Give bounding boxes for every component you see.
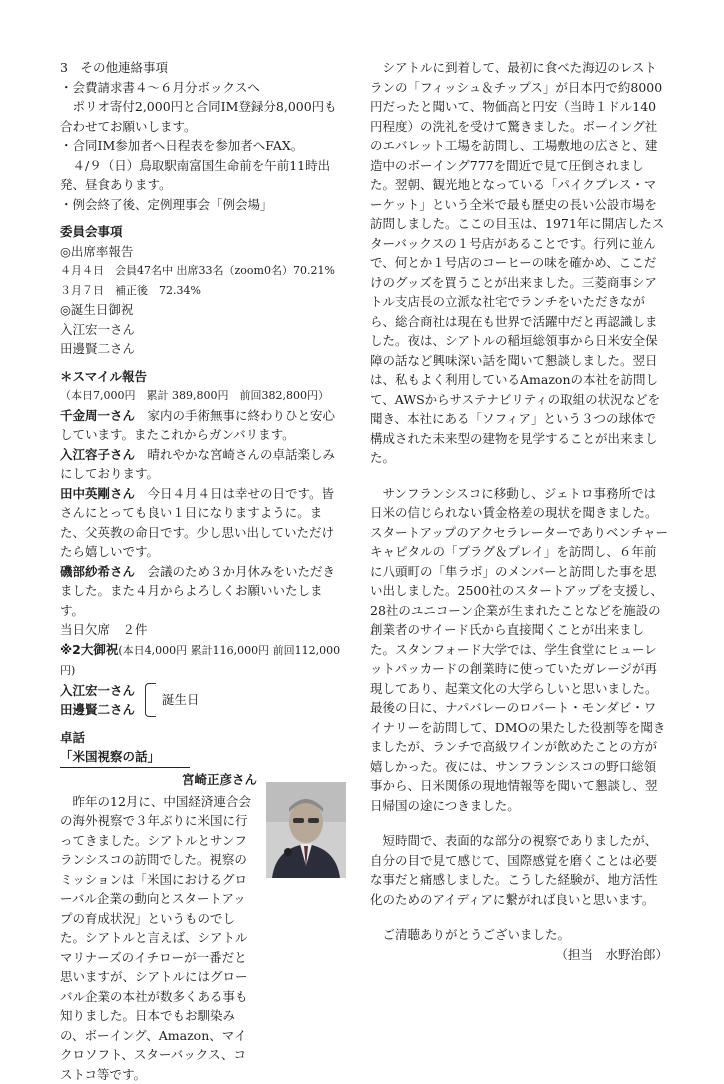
smile-entry-4 [60,562,346,621]
double-totals: (本日4,000円 累計116,000円 前回112,000円) [60,644,340,678]
smile-text-2: 晴れやかな宮崎さんの卓話楽しみにしております。 [60,447,335,482]
section3-item-3: ・合同IM参加者へ日程表を参加者へFAX。 [60,136,346,156]
talk-title: 「米国視察の話」 [60,747,190,768]
talk-body: 昨年の12月に、中国経済連合会の海外視察で３年ぶりに米国に行ってきました。シアトルとサンフランシスコの訪問でした。視察のミッションは「米国におけるグローバル企業の動向とスタートアップの育成状況」というものでした。シアトルと言えば、シアトルマリナーズのイチローが一番だと思いますが、シアトルにはグローバル企業の本社が数多くある事も知りました。日本でもお馴染みの、ボーイング、Amazon、マイクロソフト、スターバックス、コストコ等です。 [60,792,346,1084]
section3-item-4: ４/９（日）鳥取駅南富国生命前を午前11時出発、昼食あります。 [60,156,346,195]
talk-section: 卓話 [60,728,346,748]
smile-totals: （本日7,000円 累計 389,800円 前回382,800円） [60,386,346,406]
smile-entry-2 [60,445,346,484]
talk-body-lead [60,790,260,810]
left-column [60,58,346,1084]
section3-item-2: ポリオ寄付2,000円と合同IM登録分8,000円も合わせてお願いします。 [60,97,346,136]
right-paragraph-1: シアトルに到着して、最初に食べた海辺のレストランの「フィッシュ＆チップス」が日本円で約8000円だったと聞いて、物価高と円安（当時１ドル140円程度）の洗礼を受けて驚きました。ボーイング社のエバレット工場を訪問し、工場敷地の広さと、建造中のボーイング777を間近で見て圧倒されました。翌朝、観光地となっている「パイクプレス・マーケット」という全米で最も歴史の長い公設市場を訪問しました。ここの目玉は、1971年に開店したスターバックスの１号店があることです。行列に並んで、何とか１号店のコーヒーの味を確かめ、ここだけのグッズを買うことが出来ました。三菱商事シアトル支店長の立派な社宅でランチをいただきながら、総合商社は現在も世界で活躍中だと再認識しました。夜は、シアトルの稲垣総領事から日米安全保障の話など興味深い話を聞いて懇談しました。翌日は、私もよく利用しているAmazonの本社を訪問して、AWSからサステナビリティの取組の状況などを聞き、本社にある「ソフィア」という３つの球体で構成された未来型の建物を見学することが出来ました。 [370,58,668,468]
attendance-line-2: ３月７日 補正後 72.34% [60,281,346,301]
section3-item-5: ・例会終了後、定例理事会「例会場」 [60,195,346,215]
speaker-block [60,768,346,880]
committee-title: 委員会事項 [60,222,346,242]
signature: （担当 水野治郎） [370,945,668,965]
speaker-photo [266,782,346,878]
brace-mark [145,683,156,717]
double-name-1: 入江宏一さん [60,681,135,701]
smile-entry-1 [60,406,346,445]
smile-title: ＊スマイル報告 [60,367,346,387]
double-name-2: 田邊賢二さん [60,700,135,720]
absent-count: 当日欠席 ２件 [60,620,346,640]
birthday-name-2: 田邊賢二さん [60,339,346,359]
smile-name-1: 千金周一さん [60,408,135,423]
attendance-line-1: ４月４日 会員47名中 出席33名（zoom0名）70.21% [60,261,346,281]
birthday-label: 誕生日 [162,690,200,710]
right-paragraph-2: サンフランシスコに移動し、ジェトロ事務所では日米の信じられない賃金格差の現状を聞きました。スタートアップのアクセラレーターでありベンチャーキャピタルの「プラグ＆プレイ」を訪問し、６年前に八頭町の「隼ラボ」のメンバーと訪問した事を思い出しました。2500社のスタートアップを支援し、28社のユニコーン企業が生まれたことなどを施設の創業者のサイード氏から直接聞くことが出来ました。スタンフォード大学では、学生食堂にヒューレットパッカードの創業時に使っていたガレージが再現してあり、起業文化の大学らしいと思いました。最後の日に、ナパバレーのロバート・モンダビ・ワイナリーを訪問して、DMOの果たした役割等を聞きましたが、ランチで高級ワインが飲めたことの方が嬉しかった。夜には、サンフランシスコの野口総領事から、日米関係の現地情報等を聞いて懇談し、翌日帰国の途につきました。 [370,484,668,816]
double-celebration [60,640,346,681]
smile-name-2: 入江容子さん [60,447,135,462]
right-paragraph-3: 短時間で、表面的な部分の視察でありましたが、自分の目で見て感じて、国際感覚を磨くことは必要な事だと痛感しました。こうした経験が、地方活性化のためのアイディアに繋がれば良いと思います。 [370,831,668,909]
section3-title: 3 その他連絡事項 [60,58,346,78]
smile-entry-3 [60,484,346,562]
section3-item-1: ・会費請求書４～６月分ボックスへ [60,78,346,98]
smile-name-4: 磯部紗希さん [60,564,135,579]
double-birthday-group [60,681,346,720]
attendance-heading: ◎出席率報告 [60,242,346,262]
smile-name-3: 田中英剛さん [60,486,135,501]
birthday-name-1: 入江宏一さん [60,320,346,340]
double-label: ※2大御祝 [60,642,118,657]
right-column [370,58,668,964]
speaker-name: 宮崎正彦さん [182,770,257,790]
smile-text-3: 今日４月４日は幸せの日です。皆さんにとっても良い１日になりますように。また、父英教の命日です。少し思い出していただけたら嬉しいです。 [60,486,334,560]
birthday-heading: ◎誕生日御祝 [60,300,346,320]
smile-text-1: 家内の手術無事に終わりひと安心しています。またこれからガンバリます。 [60,408,335,443]
smile-text-4: 会議のため３か月休みをいただきました。また４月からよろしくお願いいたします。 [60,564,335,618]
thanks-line: ご清聴ありがとうございました。 [370,925,668,945]
